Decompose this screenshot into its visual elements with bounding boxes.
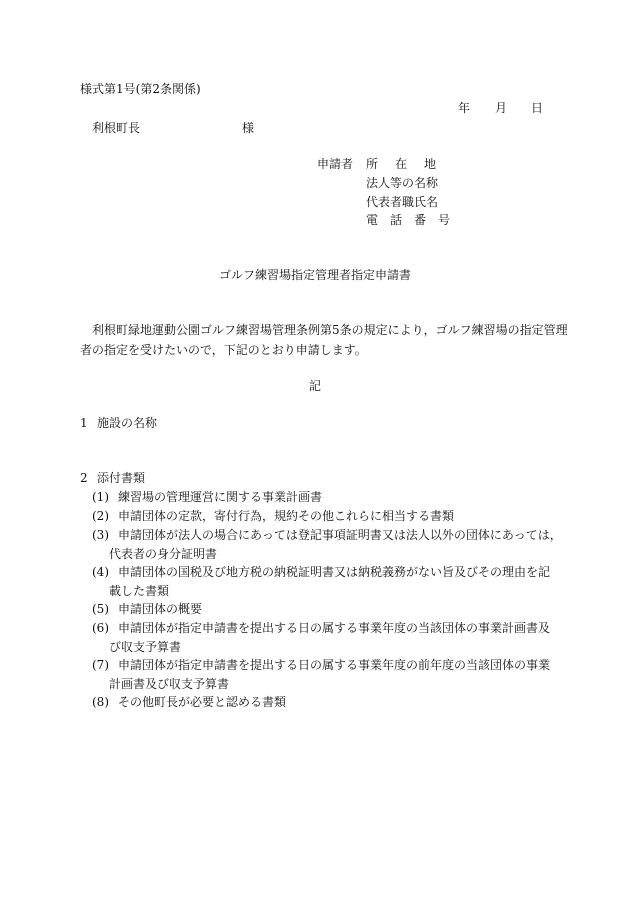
section-1-label: 施設の名称 — [97, 416, 158, 430]
form-label: 様式第1号(第2条関係) — [80, 82, 201, 96]
date-year: 年 — [458, 101, 471, 115]
attachment-item-text-continued: 代表者の身分証明書 — [109, 547, 218, 562]
addressee-honorific: 様 — [242, 121, 255, 135]
attachment-item — [92, 621, 552, 655]
attachment-item — [92, 658, 552, 692]
attachment-item-text-continued: び収支予算書 — [109, 640, 182, 655]
attachment-item-text: 申請団体が指定申請書を提出する日の属する事業年度の前年度の当該団体の事業 — [118, 658, 551, 672]
attachment-item-number: (5) — [92, 602, 109, 616]
attachment-item-number: (7) — [92, 658, 109, 672]
addressee-name: 利根町長 — [92, 121, 141, 135]
applicant-field-representative: 代表者職氏名 — [366, 195, 439, 209]
attachment-item-text: 申請団体の概要 — [118, 602, 203, 616]
section-2-number: 2 — [80, 471, 88, 485]
section-1-number: 1 — [80, 416, 88, 430]
attachment-item-number: (3) — [92, 528, 109, 542]
attachment-item-text: 申請団体の国税及び地方税の納税証明書又は納税義務がない旨及びその理由を記 — [118, 565, 551, 579]
attachment-item-text-continued: 載した書類 — [109, 584, 170, 599]
body-line-2: 者の指定を受けたいので，下記のとおり申請します。 — [80, 343, 367, 357]
date-month: 月 — [495, 101, 508, 115]
attachment-item-text: その他町長が必要と認める書類 — [118, 695, 287, 709]
body-line-1: 利根町緑地運動公園ゴルフ練習場管理条例第5条の規定により，ゴルフ練習場の指定管理 — [92, 323, 568, 337]
attachment-item — [92, 695, 552, 709]
date-day: 日 — [531, 101, 544, 115]
attachment-item — [92, 490, 552, 504]
applicant-field-phone: 電 話 番 号 — [366, 213, 451, 227]
attachment-item — [92, 602, 552, 616]
attachment-item-number: (1) — [92, 490, 109, 504]
attachment-item-number: (2) — [92, 509, 109, 523]
attachment-item-number: (4) — [92, 565, 109, 579]
applicant-field-address: 所 在 地 — [366, 157, 436, 171]
attachment-item-text: 練習場の管理運営に関する事業計画書 — [118, 490, 323, 504]
attachment-item-text: 申請団体の定款，寄付行為，規約その他これらに相当する書類 — [118, 509, 455, 523]
attachment-item-text: 申請団体が指定申請書を提出する日の属する事業年度の当該団体の事業計画書及 — [118, 621, 551, 635]
ki-heading: 記 — [308, 379, 321, 393]
attachment-item-text-continued: 計画書及び収支予算書 — [109, 677, 230, 692]
attachment-item-number: (8) — [92, 695, 109, 709]
attachment-item — [92, 509, 552, 523]
attachment-item-number: (6) — [92, 621, 109, 635]
document-title: ゴルフ練習場指定管理者指定申請書 — [218, 268, 411, 282]
attachment-item-text: 申請団体が法人の場合にあっては登記事項証明書又は法人以外の団体にあっては， — [118, 528, 562, 542]
attachment-item — [92, 565, 552, 599]
section-2-label: 添付書類 — [97, 471, 146, 485]
attachment-item — [92, 528, 562, 562]
applicant-field-corp-name: 法人等の名称 — [366, 176, 439, 190]
applicant-label: 申請者 — [317, 157, 354, 171]
